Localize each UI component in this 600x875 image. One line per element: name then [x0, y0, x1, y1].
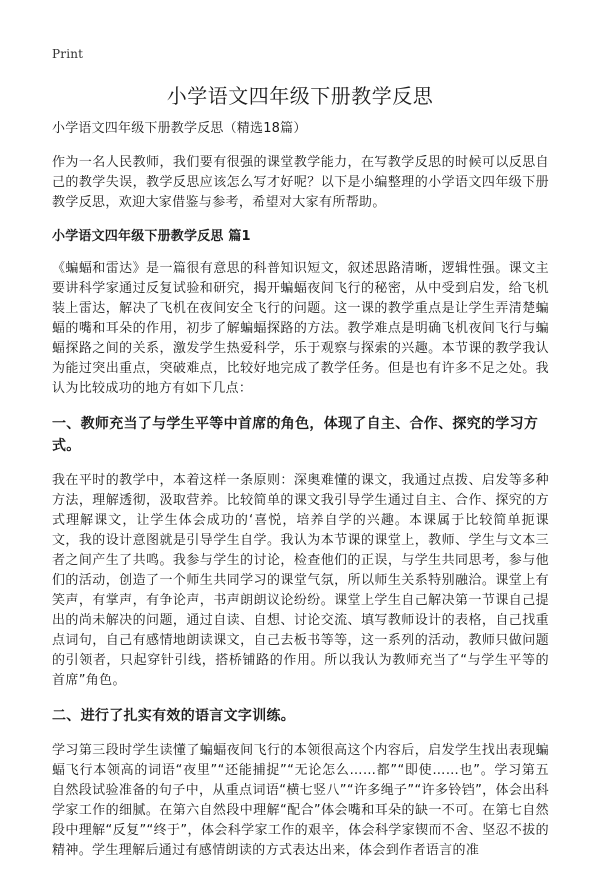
point-paragraph-2: 学习第三段时学生读懂了蝙蝠夜间飞行的本领很高这个内容后，启发学生找出表现蝙蝠飞行本领高的词语“夜里”“还能捕捉”“无论怎么……都”“即使……也”。学习第五自然段试验准备的句子中，从重点词语“横七竖八”“许多绳子”“许多铃铛”，体会出科学家工作的细腻。在第六自然段中理解“配合”体会嘴和耳朵的缺一不可。在第七自然段中理解“反复”“终于”，体会科学家工作的艰辛，体会科学家锲而不舍、坚忍不拔的精神。学生理解后通过有感情朗读的方式表达出来，体会到作者语言的准 — [52, 743, 549, 858]
section-paragraph: 《蝙蝠和雷达》是一篇很有意思的科普知识短文，叙述思路清晰，逻辑性强。课文主要讲科学家通过反复试验和研究，揭开蝙蝠夜间飞行的秘密，从中受到启发，给飞机装上雷达，解决了飞机在夜间安全飞行的问题。这一课的教学重点是让学生弄清楚蝙蝠的嘴和耳朵的作用，初步了解蝙蝠探路的方法。教学难点是明确飞机夜间飞行与蝙蝠探路之间的关系，激发学生热爱科学，乐于观察与探索的兴趣。本节课的教学我认为能过突出重点，突破难点，比较好地完成了教学任务。但是也有许多不足之处。我认为比较成功的地方有如下几点： — [52, 261, 549, 396]
section-heading: 小学语文四年级下册教学反思 篇1 — [52, 229, 251, 244]
point-heading-1: 一、教师充当了与学生平等中首席的角色，体现了自主、合作、探究的学习方式。 — [52, 416, 539, 454]
point-paragraph-1: 我在平时的教学中，本着这样一条原则：深奥难懂的课文，我通过点拨、启发等多种方法，理解透彻，汲取营养。比较简单的课文我引导学生通过自主、合作、探究的方式理解课文，让学生体会成功的‘喜悦，培养自学的兴趣。本课属于比较简单扼课文，我的设计意图就是引导学生自学。我认为本节课的课堂上，教师、学生与文本三者之间产生了共鸣。我参与学生的讨论，检查他们的正误，与学生共同思考，参与他们的活动，创造了一个师生共同学习的课堂气氛，所以师生关系特别融洽。课堂上有笑声，有掌声，有争论声，书声朗朗议论纷纷。课堂上学生自己解决第一节课自己提出的尚未解决的问题，通过自读、自想、讨论交流、填写教师设计的表格，自己找重点词句，自己有感情地朗读课文，自己去板书等等，这一系列的活动，教师只做问题的引领者，只起穿针引线，搭桥铺路的作用。所以我认为教师充当了“与学生平等的首席”角色。 — [52, 473, 549, 688]
page-title: 小学语文四年级下册教学反思 — [166, 84, 434, 108]
document-subtitle: 小学语文四年级下册教学反思（精选18篇） — [52, 121, 307, 136]
point-heading-2: 二、进行了扎实有效的语言文字训练。 — [52, 708, 296, 724]
print-label[interactable]: Print — [52, 47, 84, 61]
document-body — [52, 119, 549, 875]
intro-paragraph: 作为一名人民教师，我们要有很强的课堂教学能力，在写教学反思的时候可以反思自己的教学失误，教学反思应该怎么写才好呢？以下是小编整理的小学语文四年级下册教学反思，欢迎大家借鉴与参考，希望对大家有所帮助。 — [52, 155, 549, 210]
